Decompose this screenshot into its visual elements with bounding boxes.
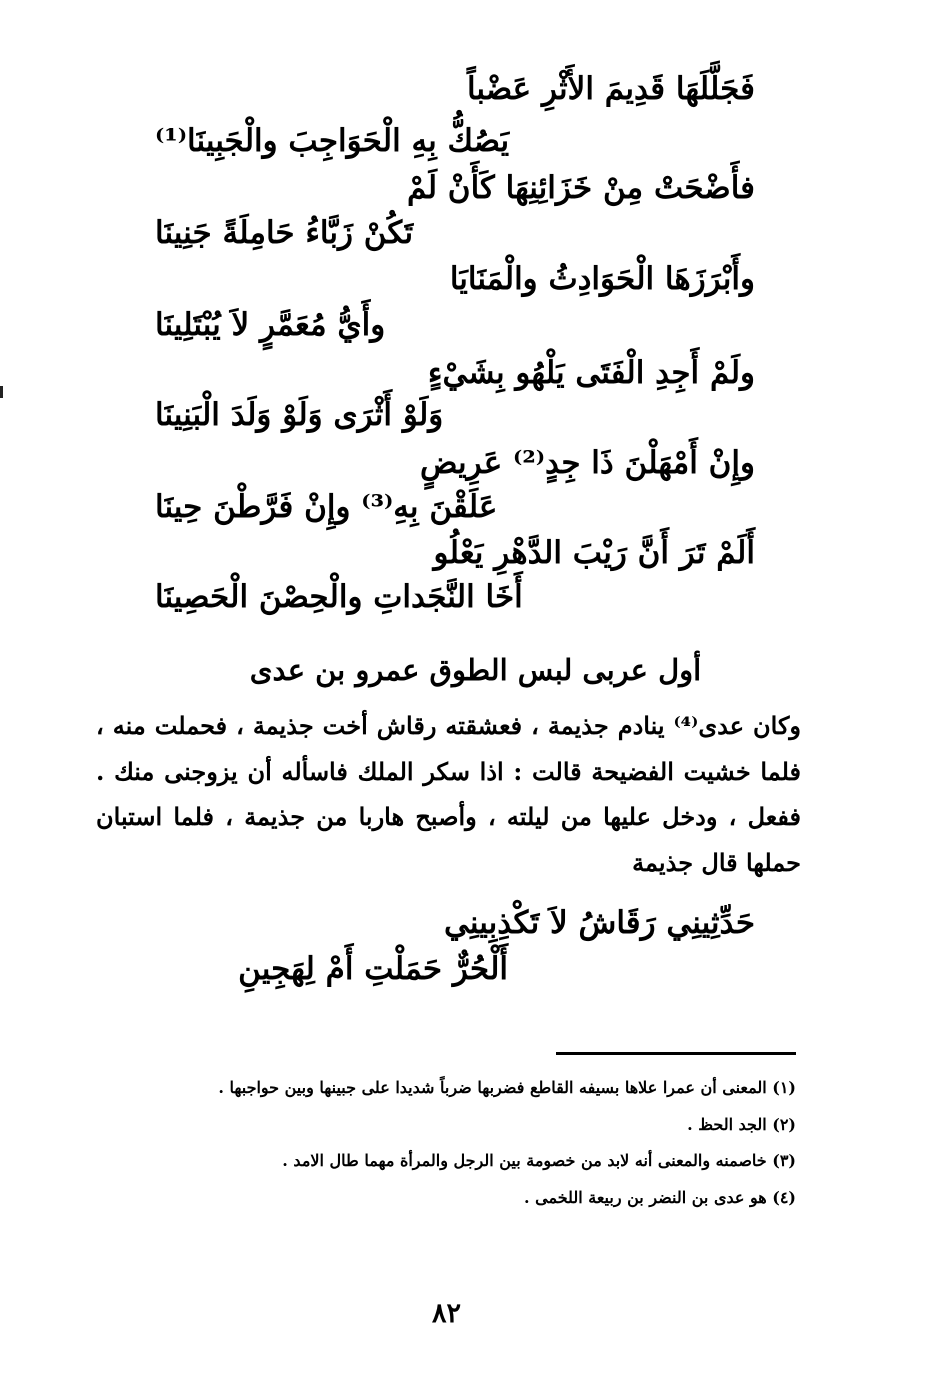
footnote: (٢) الجد الحظ . bbox=[687, 1114, 796, 1134]
verse-hemistich: وَلَوْ أَثْرَى وَلَوْ وَلَدَ الْبَنِينَا bbox=[155, 397, 444, 433]
verse-hemistich: تَكُنْ زَبَّاءُ حَامِلَةً جَنِينَا bbox=[155, 215, 414, 251]
verse-hemistich: عَلَقْنَ بِهِ⁽³⁾ وإِنْ فَرَّطْنَ حِينَا bbox=[155, 489, 498, 525]
verse-hemistich: أَخَا النَّجَداتِ والْحِصْنَ الْحَصِينَا bbox=[155, 579, 523, 615]
verse-line bbox=[0, 66, 951, 126]
section-heading: أول عربى لبس الطوق عمرو بن عدى bbox=[249, 653, 702, 687]
verse-hemistich: فأَضْحَتْ مِنْ خَزَائِنِهَا كَأَنْ لَمْ bbox=[406, 170, 755, 206]
verse-hemistich: وأَبْرَزَهَا الْحَوَادِثُ والْمَنَايَا bbox=[449, 261, 755, 297]
footnote-separator bbox=[556, 1052, 796, 1055]
verse-hemistich: وإِنْ أَمْهَلْنَ ذَا جِدٍ⁽²⁾ عَرِيضٍ bbox=[420, 445, 755, 481]
verse-hemistich: ولَمْ أَجِدِ الْفَتَى يَلْهُو بِشَيْءٍ bbox=[427, 355, 755, 391]
prose-paragraph: وكان عدى⁽⁴⁾ ينادم جذيمة ، فعشقته رقاش أخت جذيمة ، فحملت منه ، فلما خشيت الفضيحة قالت : اذا سكر الملك فاسأله أن يزوجنى منك . ففعل ، ودخل عليها من ليلته ، وأصبح هاربا من جذيمة ، فلما استبان حملها قال جذيمة bbox=[96, 711, 801, 877]
verse-hemistich: وأَيُّ مُعَمَّرٍ لاَ يُبْتَلِينَا bbox=[155, 307, 386, 343]
footnotes bbox=[156, 1070, 796, 1216]
verse-hemistich: حَدِّثِينِي رَقَاشُ لاَ تَكْذِبِينِي bbox=[444, 905, 755, 941]
verse-line bbox=[0, 574, 951, 634]
verse-hemistich: يَصُكُّ بِهِ الْحَوَاجِبَ والْجَبِينَا⁽¹⁾ bbox=[155, 123, 510, 159]
scan-edge-mark bbox=[0, 386, 3, 398]
footnote: (١) المعنى أن عمرا علاها بسيفه القاطع فضربها ضرباً شديدا على جبينها وبين حواجبها . bbox=[218, 1078, 796, 1097]
verse-hemistich: فَجَلَّلَهَا قَدِيمَ الأَثْرِ عَضْباً bbox=[466, 71, 755, 107]
page-number bbox=[0, 1298, 951, 1329]
verse-hemistich: أَلَمْ تَرَ أَنَّ رَيْبَ الدَّهْرِ يَعْلُو bbox=[433, 535, 755, 571]
verse-hemistich: أَلْحُرٌّ حَمَلْتِ أَمْ لِهَجِينِ bbox=[238, 951, 508, 987]
footnote: (٣) خاصمنه والمعنى أنه لابد من خصومة بين الرجل والمرأة مهما طال الامد . bbox=[282, 1151, 796, 1170]
footnote: (٤) هو عدى بن النضر بن ربيعة اللخمى . bbox=[524, 1187, 796, 1207]
page-number-text: ٨٢ bbox=[431, 1298, 461, 1329]
